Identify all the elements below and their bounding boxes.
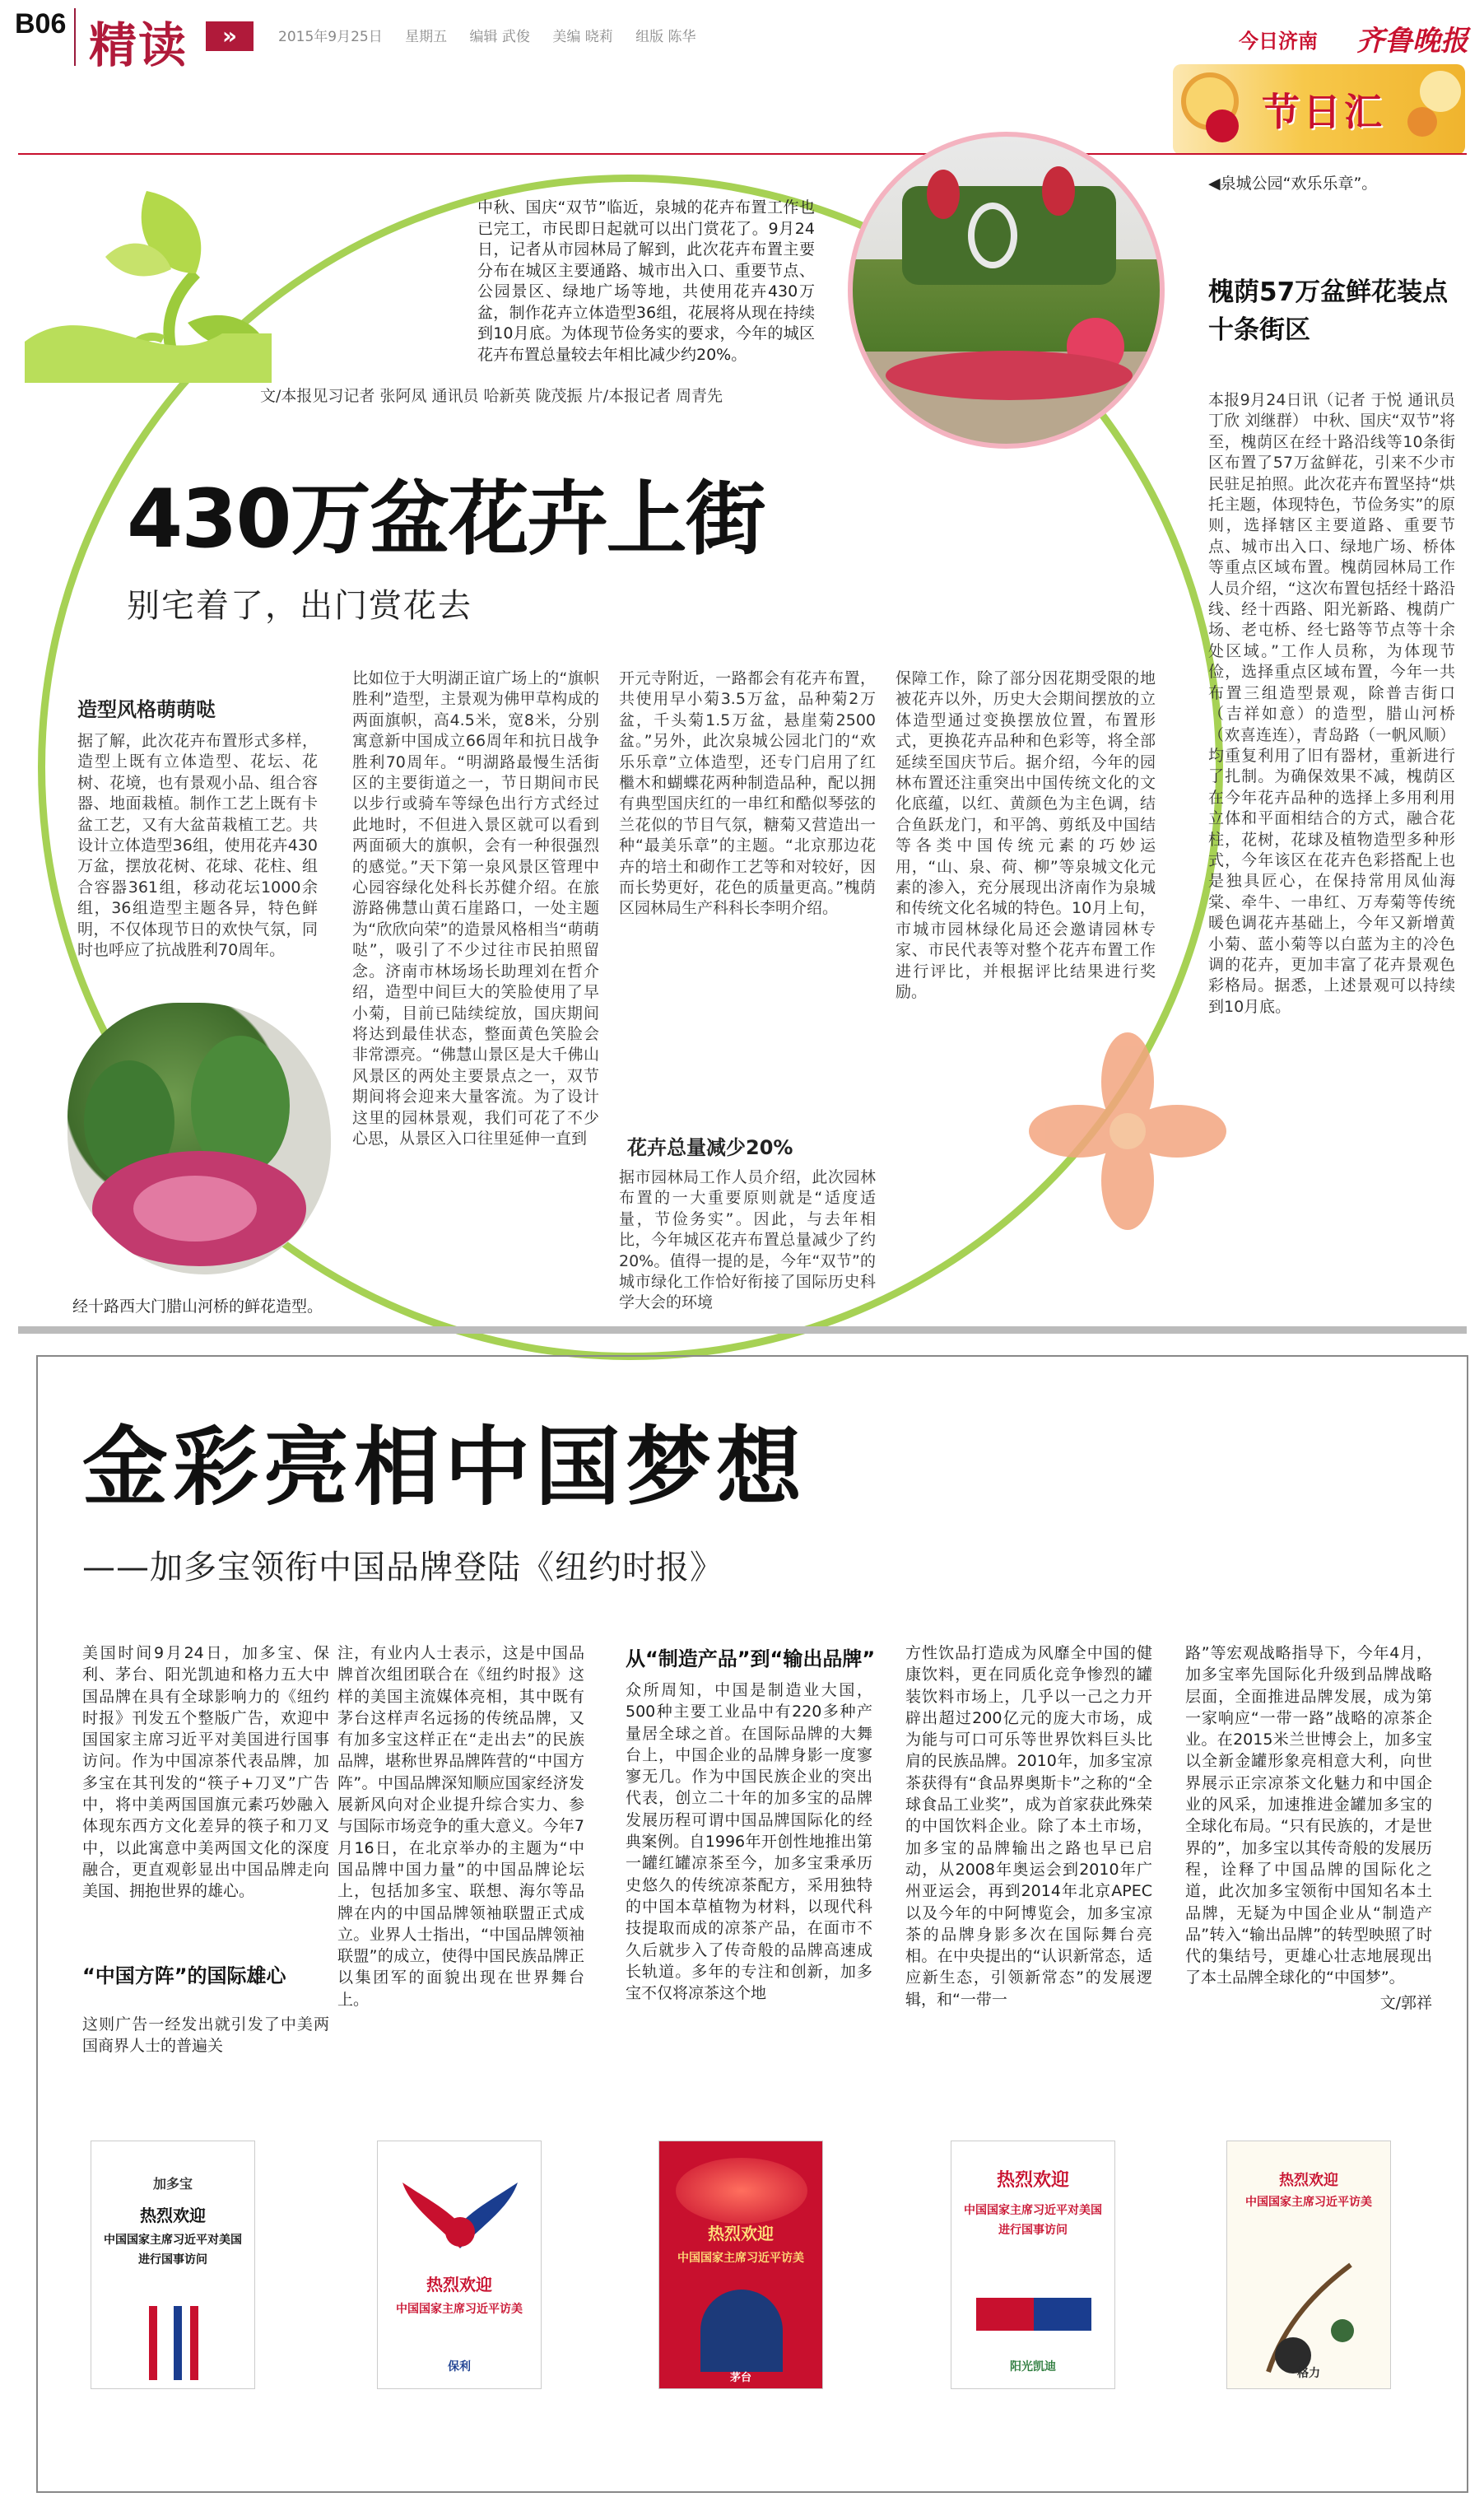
festival-banner-text: 节日汇 bbox=[1262, 90, 1385, 134]
ad-thumb-jiaduobao-title: 热烈欢迎 bbox=[140, 2206, 206, 2225]
ad-subhead-1: “中国方阵”的国际雄心 bbox=[82, 1964, 286, 1987]
issue-date: 2015年9月25日 bbox=[278, 29, 383, 45]
ad-byline: 文/郭祥 bbox=[1379, 1993, 1432, 2012]
ad-col5-text: 路”等宏观战略指导下，今年4月，加多宝率先国际化升级到品牌战略层面，全面推进品牌发展，成为第一家响应“一带一路”战略的凉茶企业。在2015米兰世博会上，加多宝以全新金罐形象亮相意大利，向世界展示正宗凉茶文化魅力和中国企业的风采，加速推进金罐加多宝的全球化布局。“只有民族的，才是世界的”，加多宝以其传奇般的发展历程，诠释了中国品牌的国际化之道，此次加多宝领衔中国知名本土品牌，无疑为中国企业从“制造产品”转入“输出品牌”的转型映照了时代的集结号，更雄心壮志地展现出了本土品牌全球化的“中国梦”。 bbox=[1185, 1644, 1432, 1987]
ad-thumb-poly-sub: 中国国家主席习近平访美 bbox=[396, 2303, 523, 2316]
subhead-style: 造型风格萌萌哒 bbox=[77, 698, 216, 721]
article-col1: 据了解，此次花卉布置形式多样，造型上既有立体造型、花坛、花树、花境，也有景观小品、组合容器、地面栽植。制作工艺上既有卡盆工艺，又有大盆苗栽植工艺。共设计立体造型36组，使用花卉430万盆，摆放花树、花球、花柱、组合容器361组，移动花坛1000余组，36组造型主题各异，特色鲜明，不仅体现节日的欢快气氛，同时也呼应了抗战胜利70周年。 bbox=[77, 732, 318, 960]
article-lead: 中秋、国庆“双节”临近，泉城的花卉布置工作也已完工，市民即日起就可以出门赏花了。9月24日，记者从市园林局了解到，此次花卉布置主要分布在城区主要通路、城市出入口、重要节点、公园景区、绿地广场等地，共使用花卉430万盆，制作花卉立体造型36组，花展将从现在持续到10月底。为体现节俭务实的要求，今年的城区花卉布置总量较去年相比减少约20%。 bbox=[477, 198, 815, 364]
ad-thumb-moutai-title: 热烈欢迎 bbox=[708, 2224, 774, 2243]
ad-thumb-poly-brand: 保利 bbox=[448, 2360, 471, 2374]
photo1-caption: ◀泉城公园“欢乐乐章”。 bbox=[1208, 175, 1378, 193]
photo-lashan-bridge-topiary bbox=[67, 1003, 331, 1274]
section-label: 今日济南 bbox=[1239, 30, 1318, 53]
sidebar-body: 本报9月24日讯（记者 于悦 通讯员 丁欣 刘继群） 中秋、国庆“双节”将至，槐荫区在经十路沿线等10条街区布置了57万盆鲜花，引来不少市民驻足拍照。此次花卉布置坚持“烘托主题，体现特色，节俭务实”的原则，选择辖区主要道路、重要节点、城市出入口、绿地广场、桥体等重点区域布置。槐荫园林局工作人员介绍，“这次布置包括经十路沿线、经十西路、阳光新路、槐荫广场、老屯桥、经七路等节点等十余处区域。”工作人员称，为体现节俭，选择重点区域布置，今年一共布置三组造型景观，除普吉街口（吉祥如意）的造型，腊山河桥（欢喜连连），青岛路（一帆风顺）均重复利用了旧有器材，重新进行了扎制。为确保效果不减，槐荫区在今年花卉品种的选择上多用利用立体和平面相结合的方式，融合花柱，花树，花球及植物造型多种形式，今年该区在花卉色彩搭配上也是独具匠心，在保持常用凤仙海棠、牵牛、一串红、万寿菊等传统暖色调花卉基础上，今年又新增黄小菊、蓝小菊等以白蓝为主的冷色调的花卉，更加丰富了花卉景观色彩格局。据悉，上述景观可以持续到10月底。 bbox=[1208, 391, 1455, 1016]
advertorial-title: 金彩亮相中国梦想 bbox=[82, 1417, 807, 1517]
newspaper-logo: 齐鲁晚报 bbox=[1356, 25, 1468, 58]
ad-subhead-2: 从“制造产品”到“输出品牌” bbox=[626, 1647, 876, 1670]
header-rule bbox=[18, 153, 1467, 155]
ad-thumb-sunshine-sub: 中国国家主席习近平对美国进行国事访问 bbox=[964, 2204, 1102, 2237]
festival-banner bbox=[1173, 64, 1465, 155]
page-number: B06 bbox=[15, 8, 67, 40]
ad-col4: 方性饮品打造成为风靡全中国的健康饮料，更在同质化竞争惨烈的罐装饮料市场上，几乎以一己之力开辟出超过200亿元的庞大市场，成为能与可口可乐等世界饮料巨头比肩的民族品牌。2010年，加多宝凉茶获得有“食品界奥斯卡”之称的“全球食品工业奖”，成为首家获此殊荣的中国饮料企业。除了本土市场，加多宝的品牌输出之路也早已启动，从2008年奥运会到2010年广州亚运会，再到2014年北京APEC以及今年的中阿博览会，加多宝凉茶的品牌身影多次在国际舞台亮相。在中央提出的“认识新常态，适应新生态，引领新常态”的发展逻辑，和“一带一 bbox=[905, 1644, 1152, 2009]
ad-thumb-jiaduobao-brand: 加多宝 bbox=[152, 2176, 193, 2192]
photo-park-music-sculpture bbox=[848, 132, 1165, 449]
section-arrow: » bbox=[206, 21, 254, 51]
wave-decoration bbox=[25, 284, 272, 383]
sidebar-headline: 槐荫57万盆鲜花装点十条街区 bbox=[1208, 277, 1449, 345]
advertorial-subtitle: ——加多宝领衔中国品牌登陆《纽约时报》 bbox=[82, 1549, 723, 1586]
ad-thumb-moutai-sub: 中国国家主席习近平访美 bbox=[677, 2252, 804, 2265]
article-col2: 比如位于大明湖正谊广场上的“旗帜胜利”造型，主景观为佛甲草构成的两面旗帜，高4.5米，宽8米，分别寓意新中国成立66周年和抗日战争胜利70周年。“明湖路最慢生活街区的主要街道之一，节日期间市民以步行或骑车等绿色出行方式经过此地时，不但进入景区就可以看到两面硕大的旗帜，会有一种很强烈的感觉。”天下第一泉风景区管理中心园容绿化处科长苏健介绍。在旅游路佛慧山黄石崖路口，一处主题为“欣欣向荣”的造景风格相当“萌萌哒”，吸引了不少过往市民拍照留念。济南市林场场长助理刘在哲介绍，造型中间巨大的笑脸使用了早小菊，目前已陆续绽放，国庆期间将达到最佳状态，整面黄色笑脸会非常漂亮。“佛慧山景区是大千佛山风景区的两处主要景点之一，双节期间将会迎来大量客流。为了设计这里的园林景观，我们可花了不少心思，从景区入口往里延伸一直到 bbox=[352, 669, 599, 1148]
ad-col1: 美国时间9月24日，加多宝、保利、茅台、阳光凯迪和格力五大中国品牌在具有全球影响力的《纽约时报》刊发五个整版广告，欢迎中国国家主席习近平对美国进行国事访问。作为中国凉茶代表品牌，加多宝在其刊发的“筷子+刀叉”广告中，将中美两国国旗元素巧妙融入体现东西方文化差异的筷子和刀叉中，以此寓意中美两国文化的深度融合，更直观彰显出中国品牌走向美国、拥抱世界的雄心。 bbox=[82, 1644, 329, 1901]
ad-thumb-gree-title: 热烈欢迎 bbox=[1279, 2172, 1338, 2189]
ad-thumb-jiaduobao bbox=[91, 2141, 255, 2389]
header-divider bbox=[74, 8, 76, 66]
ad-col5 bbox=[1185, 1642, 1432, 2128]
ad-thumb-moutai-brand: 茅台 bbox=[729, 2372, 751, 2384]
ad-thumb-jiaduobao-sub: 中国国家主席习近平对美国进行国事访问 bbox=[104, 2234, 242, 2266]
article-col4: 保障工作，除了部分因花期受限的地被花卉以外，历史大会期间摆放的立体造型通过变换摆放位置，布置形式，更换花卉品种和色彩等，将全部延续至国庆节后。据介绍，今年的园林布置还注重突出中国传统文化的文化底蕴，以红、黄颜色为主色调，结合鱼跃龙门，和平鸽、剪纸及中国结等各类中国传统元素的巧妙运用，“山、泉、荷、柳”等泉城文化元素的渗入，充分展现出济南作为泉城和传统文化名城的特色。10月上旬，市城市园林绿化局还会邀请园林专家、市民代表等对整个花卉布置工作进行评比，并根据评比结果进行奖励。 bbox=[896, 669, 1156, 1002]
ad-col2: 注，有业内人士表示，这是中国品牌首次组团联合在《纽约时报》这样的美国主流媒体亮相，其中既有茅台这样声名远扬的传统品牌，又有加多宝这样正在“走出去”的民族品牌，堪称世界品牌阵营的“中国方阵”。中国品牌深知顺应国家经济发展新风向对企业提升综合实力、参与国际市场竞争的重大意义。今年7月16日，在北京举办的主题为“中国品牌中国力量”的中国品牌论坛上，包括加多宝、联想、海尔等品牌在内的中国品牌领袖联盟正式成立。业界人士指出，“中国品牌领袖联盟”的成立，使得中国民族品牌正以集团军的面貌出现在世界舞台上。 bbox=[337, 1644, 584, 2009]
article-byline: 文/本报见习记者 张阿凤 通讯员 哈新英 陇茂振 片/本报记者 周青先 bbox=[260, 387, 723, 405]
article-col3: 开元寺附近，一路都会有花卉布置，共使用早小菊3.5万盆，品种菊2万盆，千头菊1.5万盆，悬崖菊2500盆。”另外，此次泉城公园北门的“欢乐乐章”立体造型，还专门启用了红檵木和蝴蝶花两种制造品种，配以拥有典型国庆红的一串红和酷似琴弦的兰花似的节目气氛，糖菊又营造出一种“最美乐章”的主题。“北京那边花卉的培土和砌作工艺等和对较好，因而长势更好，花色的质量更高。”槐荫区园林局生产科科长李明介绍。 bbox=[619, 669, 876, 918]
article-subheadline: 别宅着了，出门赏花去 bbox=[127, 587, 472, 625]
ad-thumb-moutai bbox=[658, 2141, 823, 2389]
issue-editor: 编辑 武俊 bbox=[469, 29, 530, 45]
ad-thumb-sunshine bbox=[951, 2141, 1115, 2389]
issue-layout: 组版 陈华 bbox=[635, 29, 696, 45]
article-headline: 430万盆花卉上街 bbox=[127, 473, 765, 566]
issue-meta bbox=[278, 25, 714, 45]
subhead-reduction: 花卉总量减少20% bbox=[627, 1136, 793, 1159]
ad-thumb-poly-title: 热烈欢迎 bbox=[426, 2275, 492, 2294]
ad-col1b: 这则广告一经发出就引发了中美两国商界人士的普遍关 bbox=[82, 2015, 329, 2056]
ad-thumb-sunshine-title: 热烈欢迎 bbox=[996, 2170, 1069, 2191]
article-col3b: 据市园林局工作人员介绍，此次园林布置的一大重要原则就是“适度适量，节俭务实”。因此，与去年相比，今年城区花卉布置总量减少了约20%。值得一提的是，今年“双节”的城市绿化工作恰好衔接了国际历史科学大会的环境 bbox=[619, 1168, 876, 1312]
issue-designer: 美编 晓莉 bbox=[552, 29, 613, 45]
ad-col3: 众所周知，中国是制造业大国，500种主要工业品中有220多种产量居全球之首。在国际品牌的大舞台上，中国企业的品牌身影一度寥寥无几。作为中国民族企业的突出代表，创立二十年的加多宝的品牌发展历程可谓中国品牌国际化的经典案例。自1996年开创性地推出第一罐红罐凉茶至今，加多宝秉承历史悠久的传统凉茶配方，采用独特的中国本草植物为材料，以现代科技提取而成的凉茶产品，在面市不久后就步入了传奇般的品牌高速成长轨道。多年的专注和创新，加多宝不仅将凉茶这个地 bbox=[626, 1681, 872, 2003]
section-title: 精读 bbox=[89, 17, 188, 73]
ad-thumb-gree-sub: 中国国家主席习近平访美 bbox=[1245, 2196, 1372, 2209]
flower-decoration bbox=[1021, 1024, 1235, 1238]
photo2-caption: 经十路西大门腊山河桥的鲜花造型。 bbox=[72, 1297, 323, 1316]
ad-thumb-gree bbox=[1226, 2141, 1391, 2389]
issue-weekday: 星期五 bbox=[405, 29, 448, 45]
ad-thumb-sunshine-brand: 阳光凯迪 bbox=[1010, 2360, 1056, 2374]
ad-thumb-gree-brand: 格力 bbox=[1297, 2367, 1320, 2380]
ad-thumb-poly bbox=[377, 2141, 542, 2389]
section-divider bbox=[18, 1326, 1467, 1334]
